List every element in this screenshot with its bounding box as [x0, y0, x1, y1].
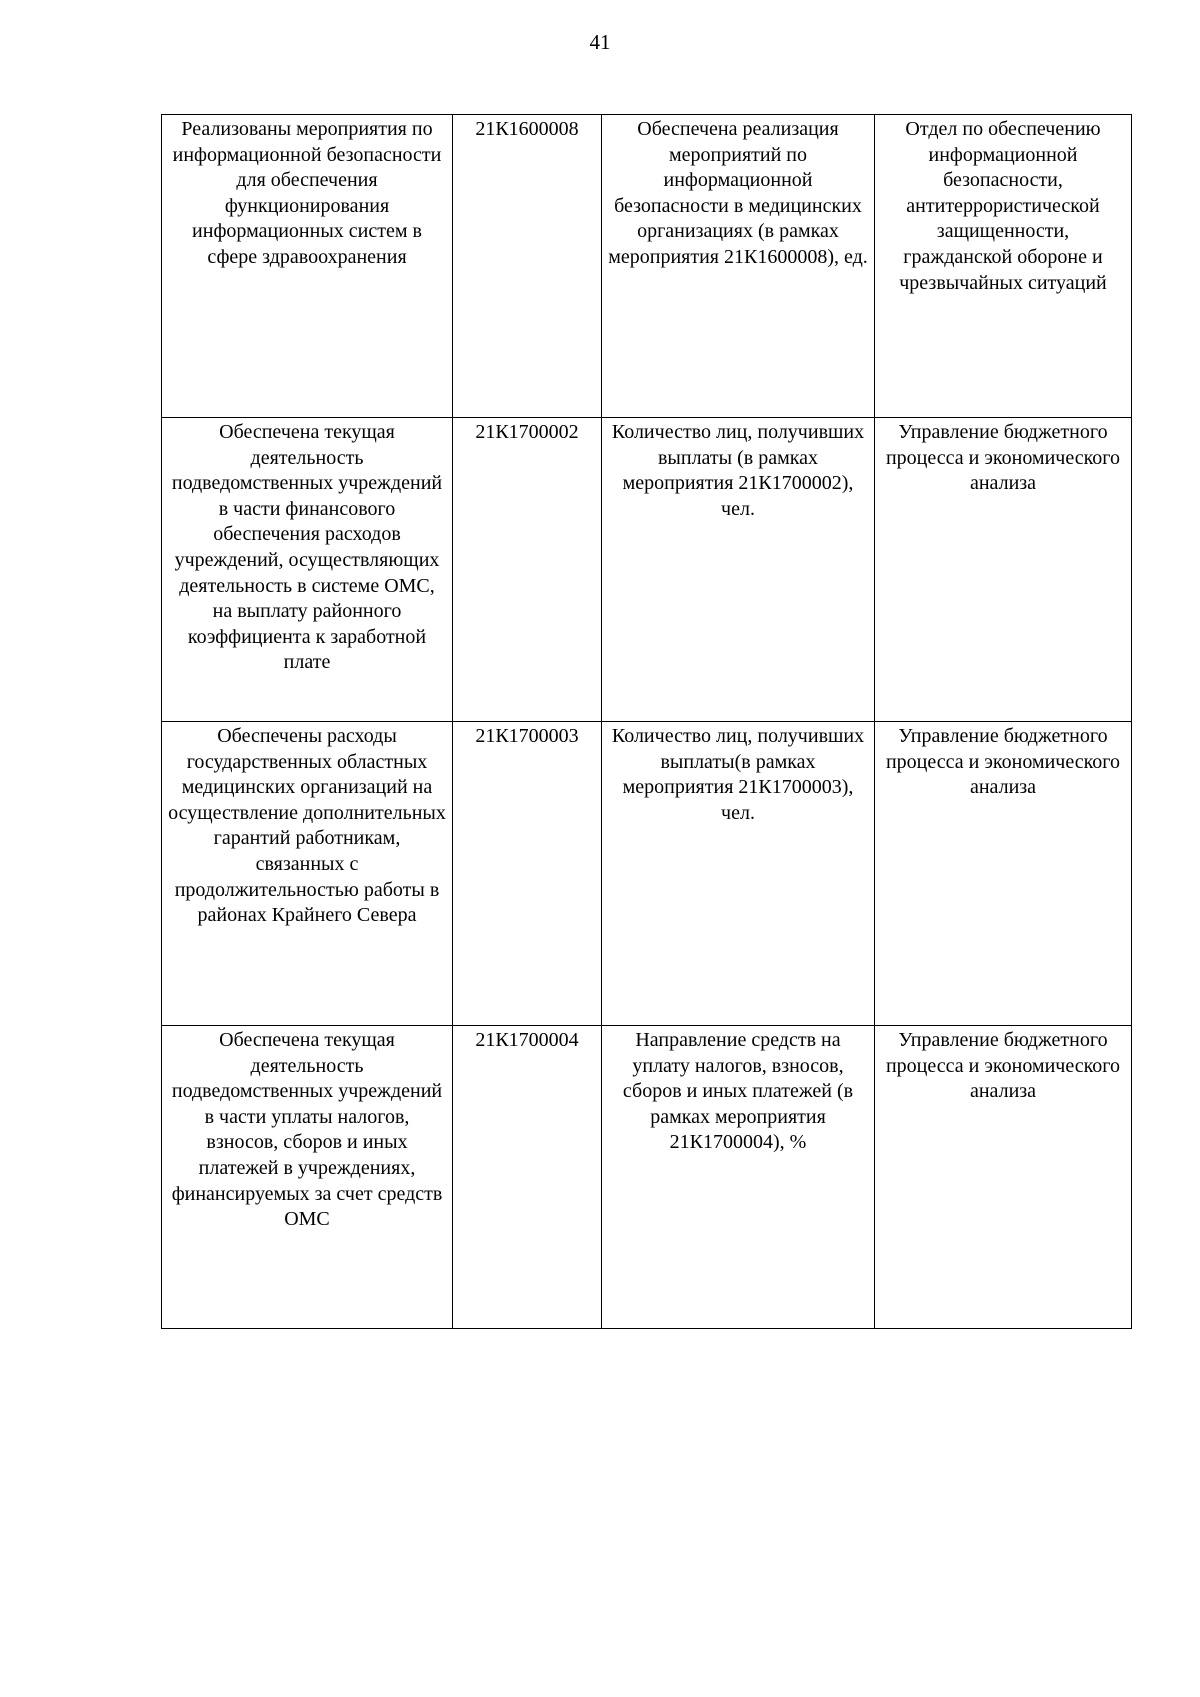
responsible-cell: Управление бюджетного процесса и экономического анализа — [875, 418, 1132, 722]
table-row — [162, 1026, 1132, 1329]
code-cell: 21К1600008 — [453, 115, 602, 418]
code-cell: 21К1700004 — [453, 1026, 602, 1329]
indicator-cell: Количество лиц, получивших выплаты(в рамках мероприятия 21К1700003), чел. — [602, 722, 875, 1026]
result-cell: Реализованы мероприятия по информационной безопасности для обеспечения функционирования информационных систем в сфере здравоохранения — [162, 115, 453, 418]
indicator-cell: Обеспечена реализация мероприятий по информационной безопасности в медицинских организациях (в рамках мероприятия 21К1600008), ед. — [602, 115, 875, 418]
code-cell: 21К1700002 — [453, 418, 602, 722]
result-cell: Обеспечены расходы государственных областных медицинских организаций на осуществление дополнительных гарантий работникам, связанных с продолжительностью работы в районах Крайнего Севера — [162, 722, 453, 1026]
table-row — [162, 722, 1132, 1026]
responsible-cell: Отдел по обеспечению информационной безопасности, антитеррористической защищенности, гражданской обороне и чрезвычайных ситуаций — [875, 115, 1132, 418]
code-cell: 21К1700003 — [453, 722, 602, 1026]
page-number: 41 — [589, 30, 611, 54]
measures-table — [161, 114, 1132, 1329]
responsible-cell: Управление бюджетного процесса и экономического анализа — [875, 722, 1132, 1026]
result-cell: Обеспечена текущая деятельность подведомственных учреждений в части уплаты налогов, взносов, сборов и иных платежей в учреждениях, финансируемых за счет средств ОМС — [162, 1026, 453, 1329]
result-cell: Обеспечена текущая деятельность подведомственных учреждений в части финансового обеспечения расходов учреждений, осуществляющих деятельность в системе ОМС, на выплату районного коэффициента к заработной плате — [162, 418, 453, 722]
responsible-cell: Управление бюджетного процесса и экономического анализа — [875, 1026, 1132, 1329]
indicator-cell: Количество лиц, получивших выплаты (в рамках мероприятия 21К1700002), чел. — [602, 418, 875, 722]
indicator-cell: Направление средств на уплату налогов, взносов, сборов и иных платежей (в рамках мероприятия 21К1700004), % — [602, 1026, 875, 1329]
table-row — [162, 115, 1132, 418]
table-row — [162, 418, 1132, 722]
